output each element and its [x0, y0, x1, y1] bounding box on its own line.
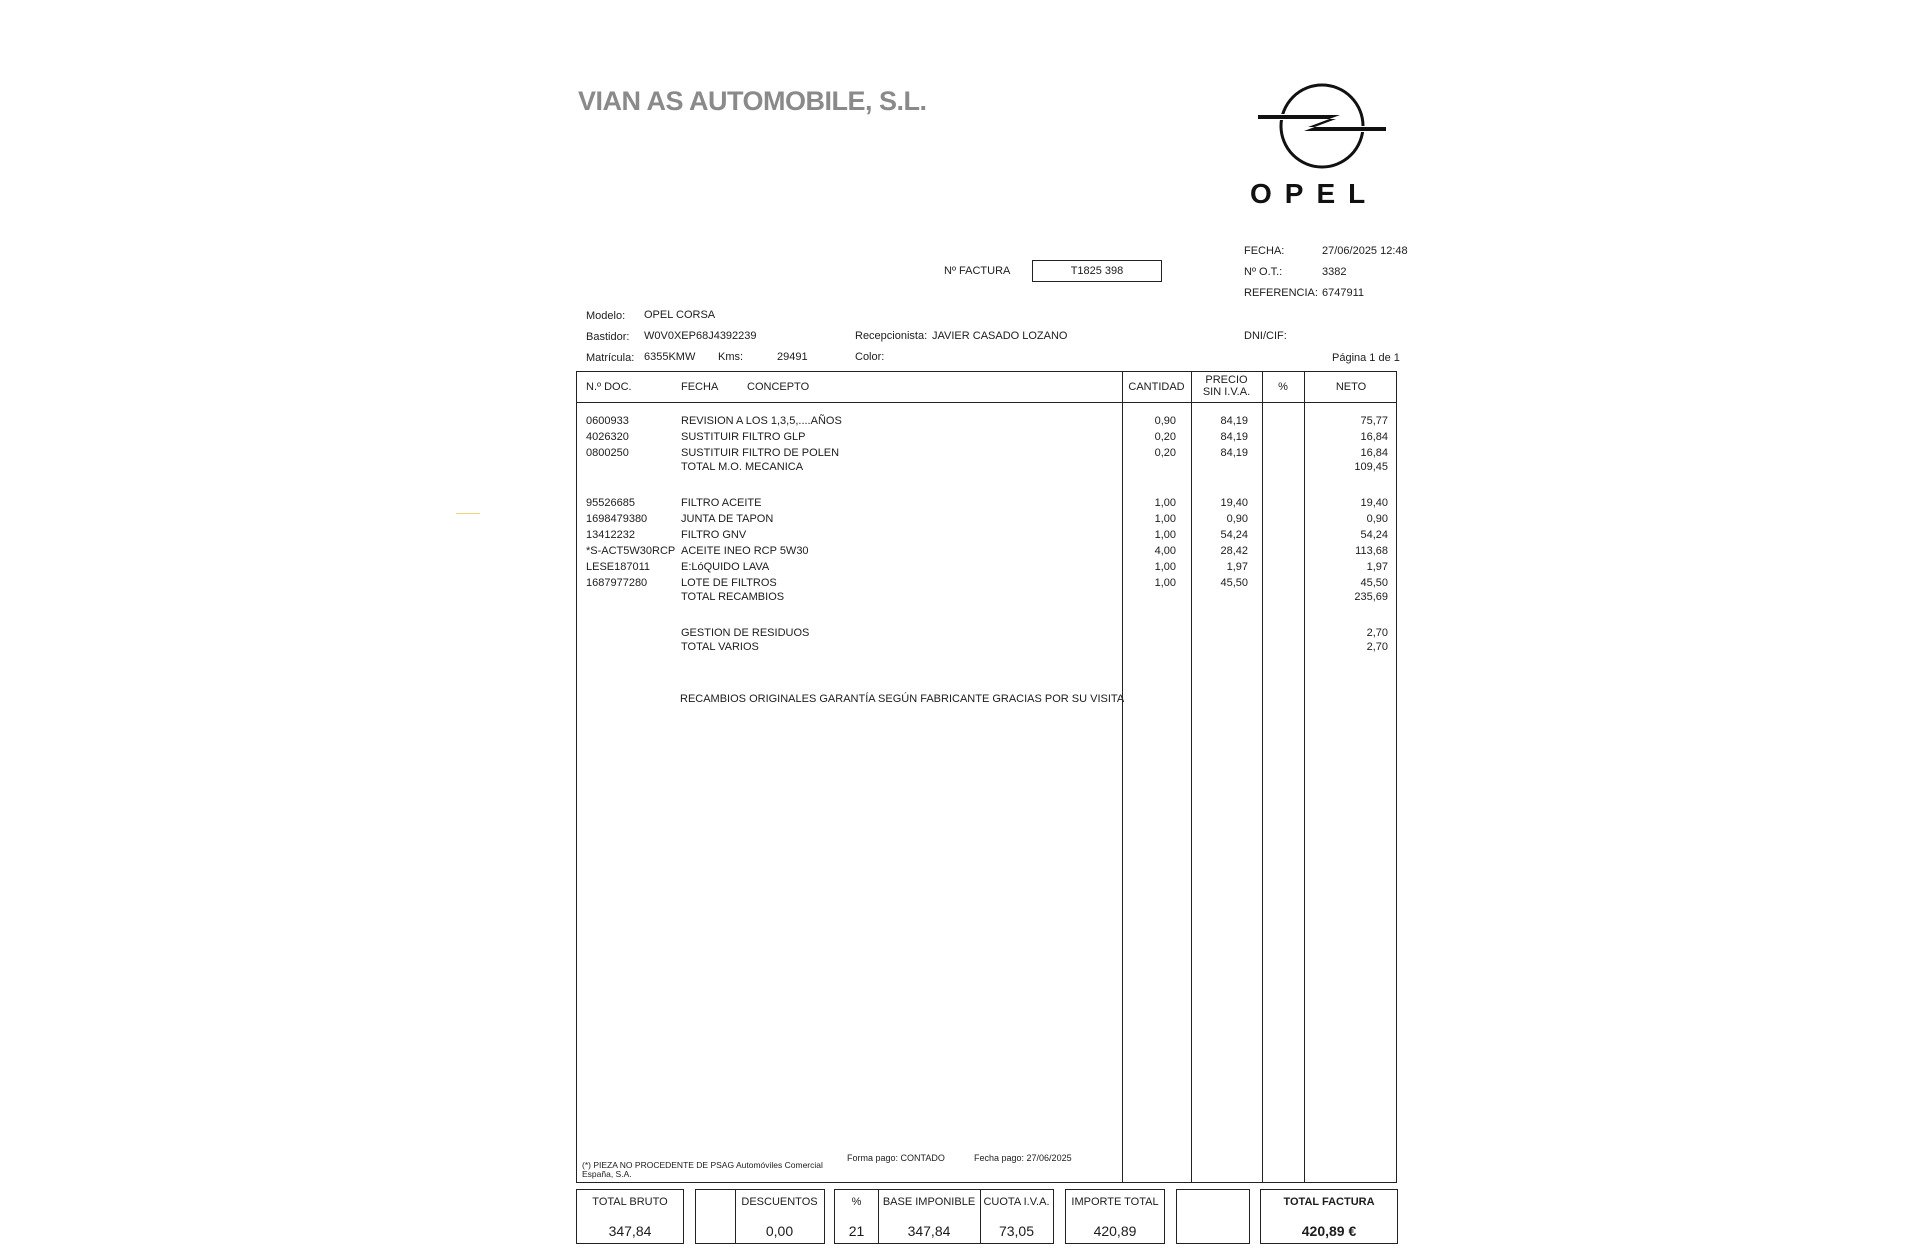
- base-imponible-label: BASE IMPONIBLE: [882, 1196, 976, 1208]
- cell-neto: 19,40: [1360, 497, 1388, 509]
- cell-cantidad: 0,20: [1154, 447, 1176, 459]
- cell-cantidad: 4,00: [1154, 545, 1176, 557]
- cell-concepto: JUNTA DE TAPON: [681, 513, 774, 525]
- table-row-subtotal: [577, 459, 1396, 475]
- empty-box: [1176, 1189, 1250, 1244]
- table-row: [577, 543, 1396, 559]
- cell-concepto: TOTAL VARIOS: [681, 641, 759, 653]
- cell-neto: 2,70: [1366, 627, 1388, 639]
- cell-precio: 84,19: [1220, 447, 1248, 459]
- cell-doc: 1687977280: [586, 577, 648, 589]
- fecha-label: FECHA:: [1244, 245, 1285, 257]
- cell-neto: 75,77: [1360, 415, 1388, 427]
- cell-neto: 2,70: [1366, 641, 1388, 653]
- column-divider: [1191, 372, 1192, 1182]
- cell-neto: 235,69: [1354, 591, 1388, 603]
- header-fecha: FECHA: [681, 381, 719, 393]
- matricula-label: Matrícula:: [586, 352, 635, 364]
- importe-total-value: 420,89: [1093, 1223, 1137, 1239]
- cell-neto: 109,45: [1354, 461, 1388, 473]
- cell-precio: 0,90: [1226, 513, 1248, 525]
- cell-doc: 0600933: [586, 415, 629, 427]
- header-divider: [577, 402, 1396, 403]
- header-precio-line1: PRECIO: [1205, 374, 1248, 386]
- cell-neto: 54,24: [1360, 529, 1388, 541]
- cell-neto: 16,84: [1360, 431, 1388, 443]
- ot-value: 3382: [1322, 266, 1347, 278]
- table-row: [577, 559, 1396, 575]
- bastidor-value: W0V0XEP68J4392239: [644, 330, 757, 342]
- table-row-note: [577, 691, 1396, 707]
- footnote: (*) PIEZA NO PROCEDENTE DE PSAG Automóviles Comercial España, S.A.: [582, 1160, 823, 1179]
- table-row: [577, 527, 1396, 543]
- brand-wordmark: OPEL: [1250, 178, 1379, 209]
- cell-cantidad: 1,00: [1154, 513, 1176, 525]
- iva-percent-label: %: [851, 1196, 862, 1208]
- cell-doc: 95526685: [586, 497, 635, 509]
- header-doc: N.º DOC.: [586, 381, 632, 393]
- recepcionista-value: JAVIER CASADO LOZANO: [932, 330, 1068, 342]
- cell-concepto: TOTAL M.O. MECANICA: [681, 461, 804, 473]
- decorative-line: [456, 513, 480, 514]
- total-bruto-box: [576, 1189, 684, 1244]
- header-neto: NETO: [1335, 381, 1367, 393]
- total-bruto-value: 347,84: [608, 1223, 652, 1239]
- referencia-label: REFERENCIA:: [1244, 287, 1318, 299]
- cell-precio: 45,50: [1220, 577, 1248, 589]
- color-label: Color:: [855, 351, 885, 363]
- kms-value: 29491: [777, 351, 808, 363]
- opel-blitz-logo-icon: [1252, 80, 1392, 180]
- modelo-value: OPEL CORSA: [644, 309, 716, 321]
- total-factura-box: [1260, 1189, 1398, 1244]
- header-cantidad: CANTIDAD: [1128, 381, 1185, 393]
- cell-precio: 54,24: [1220, 529, 1248, 541]
- table-row: [577, 429, 1396, 445]
- cell-neto: 1,97: [1366, 561, 1388, 573]
- cell-concepto: E:LóQUIDO LAVA: [681, 561, 770, 573]
- column-divider: [1262, 372, 1263, 1182]
- cell-precio: 28,42: [1220, 545, 1248, 557]
- header-precio-line2: SIN I.V.A.: [1202, 385, 1251, 398]
- kms-label: Kms:: [718, 351, 744, 363]
- factura-label: Nº FACTURA: [944, 265, 1011, 277]
- cell-neto: 0,90: [1366, 513, 1388, 525]
- cell-concepto: SUSTITUIR FILTRO GLP: [681, 431, 806, 443]
- cell-doc: 1698479380: [586, 513, 648, 525]
- cell-concepto: ACEITE INEO RCP 5W30: [681, 545, 809, 557]
- importe-total-box: [1065, 1189, 1165, 1244]
- cell-neto: 16,84: [1360, 447, 1388, 459]
- cell-precio: 19,40: [1220, 497, 1248, 509]
- header-percent: %: [1278, 381, 1288, 393]
- ot-label: Nº O.T.:: [1244, 266, 1283, 278]
- cell-concepto: TOTAL RECAMBIOS: [681, 591, 785, 603]
- cell-concepto: SUSTITUIR FILTRO DE POLEN: [681, 447, 840, 459]
- cell-cantidad: 1,00: [1154, 497, 1176, 509]
- cell-concepto: LOTE DE FILTROS: [681, 577, 777, 589]
- cell-concepto: REVISION A LOS 1,3,5,....AÑOS: [681, 415, 842, 427]
- dni-label: DNI/CIF:: [1244, 330, 1287, 342]
- table-row: [577, 495, 1396, 511]
- cell-precio: 84,19: [1220, 431, 1248, 443]
- cell-cantidad: 1,00: [1154, 529, 1176, 541]
- fecha-value: 27/06/2025 12:48: [1322, 245, 1408, 257]
- table-row: [577, 511, 1396, 527]
- table-row: [577, 413, 1396, 429]
- invoice-lines-table: [576, 371, 1397, 1183]
- cell-neto: 45,50: [1360, 577, 1388, 589]
- descuentos-label: DESCUENTOS: [741, 1196, 818, 1208]
- referencia-value: 6747911: [1322, 287, 1365, 299]
- descuentos-value: 0,00: [765, 1223, 794, 1239]
- header-concepto: CONCEPTO: [747, 381, 810, 393]
- cell-doc: LESE187011: [586, 561, 651, 573]
- cell-precio: 1,97: [1226, 561, 1248, 573]
- cell-doc: 0800250: [586, 447, 629, 459]
- bastidor-label: Bastidor:: [586, 331, 630, 343]
- table-row-subtotal: [577, 639, 1396, 655]
- forma-pago: Forma pago: CONTADO: [847, 1153, 945, 1163]
- cell-concepto: GESTION DE RESIDUOS: [681, 627, 810, 639]
- cell-cantidad: 0,20: [1154, 431, 1176, 443]
- cell-concepto: RECAMBIOS ORIGINALES GARANTÍA SEGÚN FABRICANTE GRACIAS POR SU VISITA: [680, 693, 1125, 705]
- descuentos-box: [695, 1189, 825, 1244]
- cell-doc: 4026320: [586, 431, 629, 443]
- modelo-label: Modelo:: [586, 310, 626, 322]
- fecha-pago: Fecha pago: 27/06/2025: [974, 1153, 1072, 1163]
- importe-total-label: IMPORTE TOTAL: [1071, 1196, 1159, 1208]
- table-row-subtotal: [577, 589, 1396, 605]
- matricula-value: 6355KMW: [644, 351, 696, 363]
- cell-cantidad: 1,00: [1154, 577, 1176, 589]
- header-precio: [1191, 375, 1262, 398]
- cell-concepto: FILTRO GNV: [681, 529, 747, 541]
- total-factura-label: TOTAL FACTURA: [1283, 1196, 1375, 1208]
- company-name: VIAN AS AUTOMOBILE, S.L.: [578, 86, 927, 116]
- cell-concepto: FILTRO ACEITE: [681, 497, 762, 509]
- cell-cantidad: 1,00: [1154, 561, 1176, 573]
- total-factura-value: 420,89 €: [1301, 1223, 1357, 1239]
- column-divider: [1122, 372, 1123, 1182]
- cell-cantidad: 0,90: [1154, 415, 1176, 427]
- cell-precio: 84,19: [1220, 415, 1248, 427]
- column-divider: [1304, 372, 1305, 1182]
- recepcionista-label: Recepcionista:: [855, 330, 928, 342]
- cell-doc: *S-ACT5W30RCP: [586, 545, 676, 557]
- factura-number-box: T1825 398: [1032, 260, 1162, 282]
- iva-box: [834, 1189, 1054, 1244]
- base-imponible-value: 347,84: [907, 1223, 951, 1239]
- cell-doc: 13412232: [586, 529, 635, 541]
- page-indicator: Página 1 de 1: [1332, 352, 1400, 364]
- iva-percent-value: 21: [848, 1223, 865, 1239]
- cuota-iva-label: CUOTA I.V.A.: [983, 1196, 1050, 1208]
- cell-neto: 113,68: [1355, 545, 1388, 557]
- total-bruto-label: TOTAL BRUTO: [592, 1196, 668, 1208]
- cuota-iva-value: 73,05: [998, 1223, 1035, 1239]
